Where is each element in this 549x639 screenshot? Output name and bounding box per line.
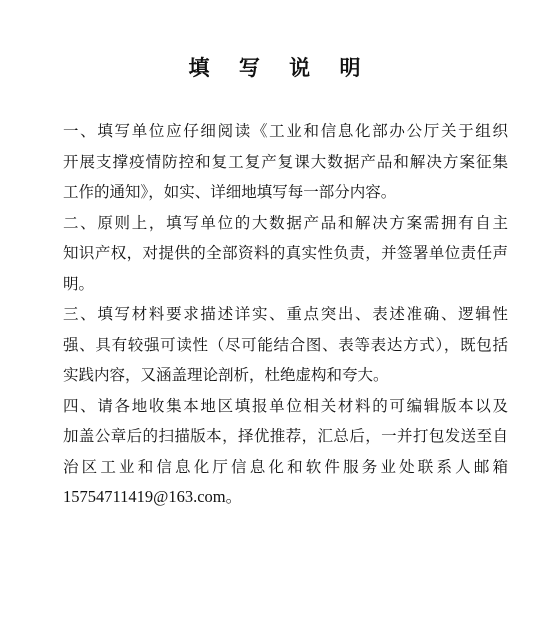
paragraph-1-line-2: 开展支撑疫情防控和复工复产复课大数据产品和解决方案征集 xyxy=(63,152,508,171)
document-title: 填 写 说 明 xyxy=(188,56,372,80)
contact-email: 15754711419@163.com。 xyxy=(63,487,243,506)
paragraph-4-line-3: 治区工业和信息化厅信息化和软件服务业处联系人邮箱 xyxy=(63,457,508,476)
paragraph-1 xyxy=(32,116,508,208)
paragraph-2-line-2: 知识产权，对提供的全部资料的真实性负责，并签署单位责任声 xyxy=(63,244,508,262)
paragraph-2-line-1: 二、原则上，填写单位的大数据产品和解决方案需拥有自主 xyxy=(63,213,508,232)
paragraph-3-line-3: 实践内容，又涵盖理论剖析，杜绝虚构和夸大。 xyxy=(63,366,389,384)
paragraph-2 xyxy=(32,208,508,300)
paragraph-1-line-3: 工作的通知》，如实、详细地填写每一部分内容。 xyxy=(63,183,397,201)
paragraph-1-line-1: 一、填写单位应仔细阅读《工业和信息化部办公厅关于组织 xyxy=(63,122,508,140)
paragraph-2-line-3: 明。 xyxy=(63,274,95,293)
paragraph-4-line-1: 四、请各地收集本地区填报单位相关材料的可编辑版本以及 xyxy=(63,396,508,415)
paragraph-3 xyxy=(32,299,508,391)
document-body xyxy=(32,116,508,513)
paragraph-3-line-1: 三、填写材料要求描述详实、重点突出、表述准确、逻辑性 xyxy=(63,305,508,323)
paragraph-3-line-2: 强、具有较强可读性（尽可能结合图、表等表达方式），既包括 xyxy=(63,335,508,354)
paragraph-4-line-2: 加盖公章后的扫描版本，择优推荐，汇总后，一并打包发送至自 xyxy=(63,427,508,445)
paragraph-4 xyxy=(32,391,508,513)
